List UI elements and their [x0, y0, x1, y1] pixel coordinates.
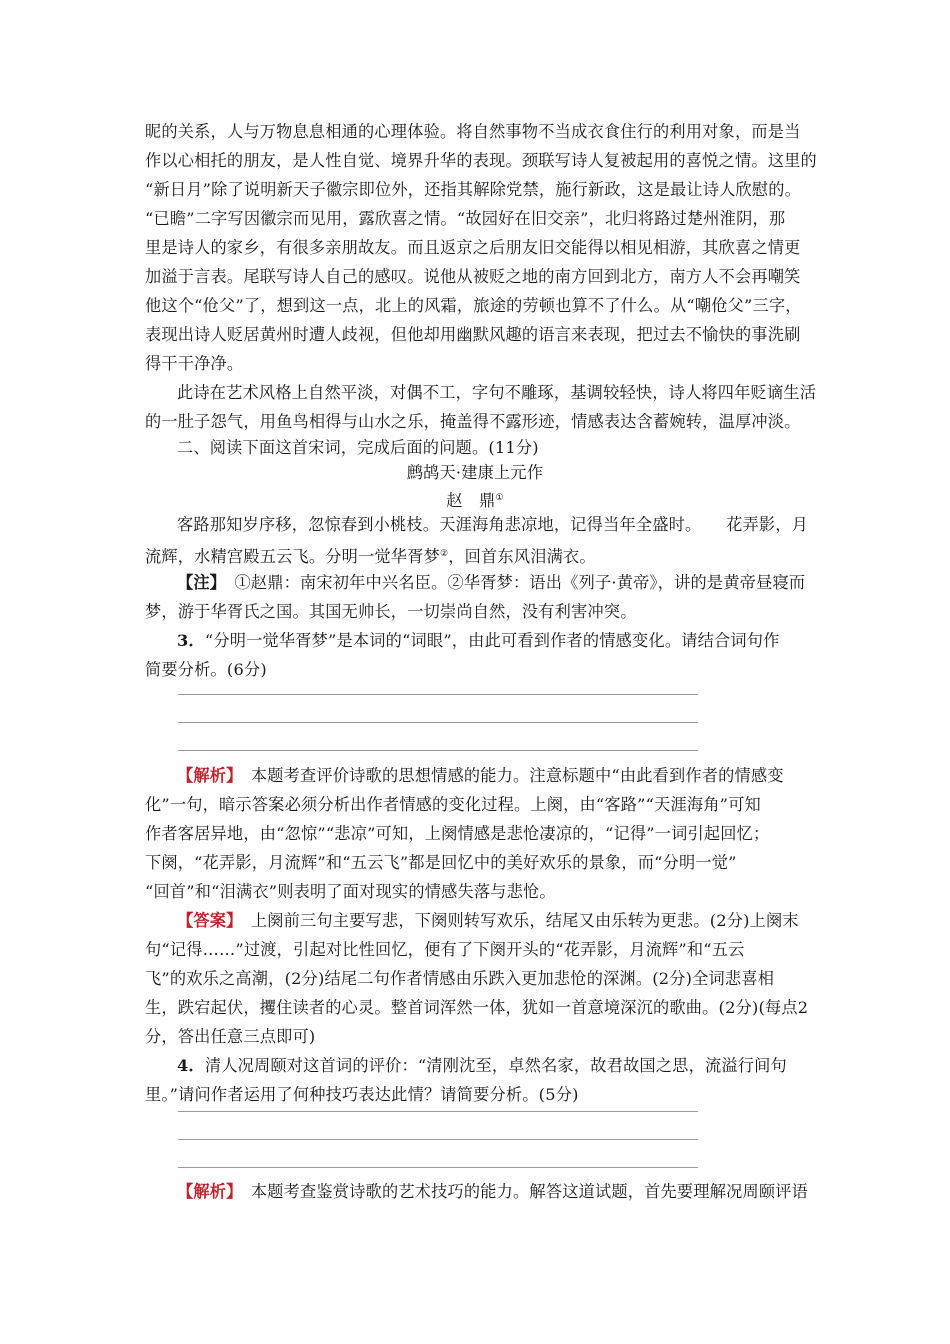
- poem-author-name: 赵 鼎: [446, 491, 496, 510]
- note-label: 【注】: [177, 573, 219, 592]
- question-3-line-2: 简要分析。(6分): [145, 660, 267, 679]
- q3-analysis-line-2: 化”一句，暗示答案必须分析出作者情感的变化过程。上阕，由“客路”“天涯海角”可知: [145, 795, 761, 814]
- para1-line-2: 作以心相托的朋友，是人性自觉、境界升华的表现。颈联写诗人复被起用的喜悦之情。这里的: [145, 151, 817, 170]
- para1-line-9: 得干干净净。: [145, 354, 244, 373]
- para1-line-3: “新日月”除了说明新天子徽宗即位外，还指其解除党禁，施行新政，这是最让诗人欣慰的。: [145, 180, 802, 199]
- analysis-tag: 【解析】: [177, 1182, 235, 1201]
- para2-line-2: 的一肚子怨气，用鱼鸟相得与山水之乐，掩盖得不露形迹，情感表达含蓄婉转，温厚冲淡。: [145, 412, 801, 431]
- q3-answer-line-4: 生，跌宕起伏，攫住读者的心灵。整首词浑然一体，犹如一首意境深沉的歌曲。(2分)(每点2: [145, 998, 809, 1017]
- q3-answer-text-1: 上阕前三句主要写悲，下阕则转写欢乐，结尾又由乐转为更悲。(2分)上阕末: [234, 911, 799, 930]
- poem-line-2-text: 流辉，水精宫殿五云飞。分明一觉华胥梦: [145, 547, 440, 566]
- footnote-mark-2: ②: [439, 549, 449, 559]
- answer-line[interactable]: [178, 750, 698, 751]
- note-text-1: ①赵鼎：南宋初年中兴名臣。②华胥梦：语出《列子·黄帝》，讲的是黄帝昼寝而: [218, 573, 806, 592]
- question-4-line-1: [177, 1054, 857, 1078]
- answer-line[interactable]: [178, 1167, 698, 1168]
- para1-line-8: 表现出诗人贬居黄州时遭人歧视，但他却用幽默风趣的语言来表现，把过去不愉快的事洗刷: [145, 325, 801, 344]
- q3-analysis-line-5: “回首”和“泪满衣”则表明了面对现实的情感失落与悲怆。: [145, 882, 556, 901]
- analysis-tag: 【解析】: [177, 766, 235, 785]
- q3-answer-line-3: 飞”的欢乐之高潮，(2分)结尾二句作者情感由乐跌入更加悲怆的深渊。(2分)全词悲喜相: [145, 969, 775, 988]
- question-4-text: 清人况周颐对这首词的评价：“清刚沈至，卓然名家，故君故国之思，流溢行间句: [204, 1056, 787, 1075]
- para1-line-7: 他这个“伧父”了，想到这一点，北上的风霜，旅途的劳顿也算不了什么。从“嘲伧父”三字，: [145, 296, 802, 315]
- question-3-text: “分明一觉华胥梦”是本词的“词眼”，由此可看到作者的情感变化。请结合词句作: [204, 631, 780, 650]
- footnote-mark-1: ①: [495, 493, 504, 503]
- answer-line[interactable]: [178, 1139, 698, 1140]
- q3-analysis-text-1: 本题考查评价诗歌的思想情感的能力。注意标题中“由此看到作者的情感变: [234, 766, 784, 785]
- q3-analysis-line-4: 下阕，“花弄影，月流辉”和“五云飞”都是回忆中的美好欢乐的景象，而“分明一觉”: [145, 853, 737, 872]
- answer-line[interactable]: [178, 694, 698, 695]
- para1-line-6: 加溢于言表。尾联写诗人自己的感叹。说他从被贬之地的南方回到北方，南方人不会再嘲笑: [145, 267, 801, 286]
- question-4-number: 4．: [177, 1056, 205, 1075]
- para1-line-5: 里是诗人的家乡，有很多亲朋故友。而且返京之后朋友旧交能得以相见相游，其欣喜之情更: [145, 238, 801, 257]
- para1-line-1: 昵的关系，人与万物息息相通的心理体验。将自然事物不当成衣食住行的利用对象，而是当: [145, 122, 801, 141]
- note-line-2: 梦，游于华胥氏之国。其国无帅长，一切崇尚自然，没有利害冲突。: [145, 602, 637, 621]
- q3-analysis-line-3: 作者客居异地，由“忽惊”“悲凉”可知，上阕情感是悲怆凄凉的，“记得”一词引起回忆；: [145, 824, 770, 843]
- section-heading: 二、阅读下面这首宋词，完成后面的问题。(11分): [177, 438, 539, 457]
- q3-answer-line-2: 句“记得……”过渡，引起对比性回忆，便有了下阕开头的“花弄影，月流辉”和“五云: [145, 940, 745, 959]
- para2-line-1: 此诗在艺术风格上自然平淡，对偶不工，字句不雕琢，基调较轻快，诗人将四年贬谪生活: [177, 383, 817, 402]
- poem-line-2: [145, 542, 825, 569]
- q3-analysis-line-1: [177, 764, 857, 788]
- q3-answer-line-1: [177, 909, 857, 933]
- q4-analysis-text-1: 本题考查鉴赏诗歌的艺术技巧的能力。解答这道试题，首先要理解况周颐评语: [234, 1182, 809, 1201]
- q4-analysis-line-1: [177, 1180, 857, 1204]
- answer-tag: 【答案】: [177, 911, 235, 930]
- q3-answer-line-5: 分，答出任意三点即可): [145, 1027, 316, 1046]
- question-3-line-1: [177, 629, 857, 653]
- poem-line-1: 客路那知岁序移，忽惊春到小桃枝。天涯海角悲凉地，记得当年全盛时。 花弄影，月: [177, 515, 809, 534]
- answer-line[interactable]: [178, 722, 698, 723]
- poem-line-2-end: ，回首东风泪满衣。: [448, 547, 596, 566]
- answer-line[interactable]: [178, 1111, 698, 1112]
- poem-title: 鹧鸪天·建康上元作: [406, 463, 544, 482]
- question-4-line-2: 里。”请问作者运用了何种技巧表达此情？请简要分析。(5分): [145, 1085, 579, 1104]
- note-line-1: [177, 571, 857, 595]
- question-3-number: 3．: [177, 631, 205, 650]
- poem-author: [0, 486, 950, 513]
- para1-line-4: “已瞻”二字写因徽宗而见用，露欣喜之情。“故园好在旧交亲”，北归将路过楚州淮阴，那: [145, 209, 786, 228]
